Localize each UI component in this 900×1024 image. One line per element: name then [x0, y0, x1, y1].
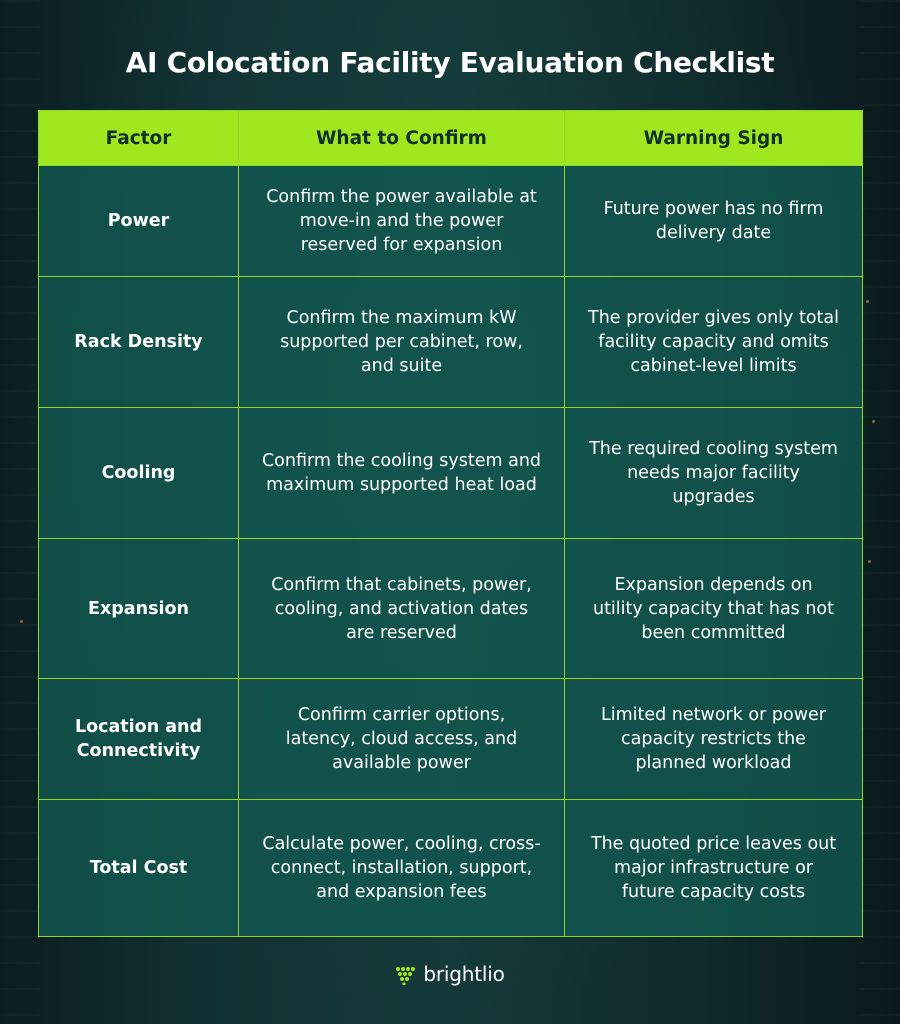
background-light — [20, 620, 23, 623]
footer-brand — [0, 962, 900, 986]
warning-cell: Limited network or power capacity restricts the planned workload — [565, 679, 863, 800]
factor-cell: Cooling — [39, 408, 239, 539]
column-header-factor: Factor — [39, 111, 239, 166]
confirm-cell: Confirm the maximum kW supported per cabinet, row, and suite — [239, 277, 565, 408]
background-rack-left — [0, 0, 40, 1024]
background-light — [872, 420, 875, 423]
warning-cell: Future power has no firm delivery date — [565, 166, 863, 277]
column-header-what-to-confirm: What to Confirm — [239, 111, 565, 166]
factor-cell: Rack Density — [39, 277, 239, 408]
checklist-table — [38, 110, 863, 937]
factor-cell: Expansion — [39, 539, 239, 679]
page-title: AI Colocation Facility Evaluation Checklist — [125, 46, 775, 79]
brand-name: brightlio — [423, 962, 505, 986]
column-header-warning-sign: Warning Sign — [565, 111, 863, 166]
confirm-cell: Confirm the power available at move-in and the power reserved for expansion — [239, 166, 565, 277]
background-light — [868, 560, 871, 563]
warning-cell: The provider gives only total facility capacity and omits cabinet-level limits — [565, 277, 863, 408]
confirm-cell: Confirm carrier options, latency, cloud access, and available power — [239, 679, 565, 800]
table-row — [39, 408, 863, 539]
warning-cell: The required cooling system needs major facility upgrades — [565, 408, 863, 539]
table-row — [39, 679, 863, 800]
table-row — [39, 539, 863, 679]
confirm-cell: Confirm that cabinets, power, cooling, and activation dates are reserved — [239, 539, 565, 679]
confirm-cell: Confirm the cooling system and maximum supported heat load — [239, 408, 565, 539]
warning-cell: Expansion depends on utility capacity that has not been committed — [565, 539, 863, 679]
factor-cell: Location and Connectivity — [39, 679, 239, 800]
confirm-cell: Calculate power, cooling, cross-connect, installation, support, and expansion fees — [239, 800, 565, 937]
table-row — [39, 277, 863, 408]
table-row — [39, 166, 863, 277]
table-header-row — [39, 111, 863, 166]
factor-cell: Total Cost — [39, 800, 239, 937]
dot-grid-logo-icon — [395, 963, 417, 985]
background-light — [866, 300, 869, 303]
factor-cell: Power — [39, 166, 239, 277]
warning-cell: The quoted price leaves out major infrastructure or future capacity costs — [565, 800, 863, 937]
table-row — [39, 800, 863, 937]
background-rack-right — [860, 0, 900, 1024]
